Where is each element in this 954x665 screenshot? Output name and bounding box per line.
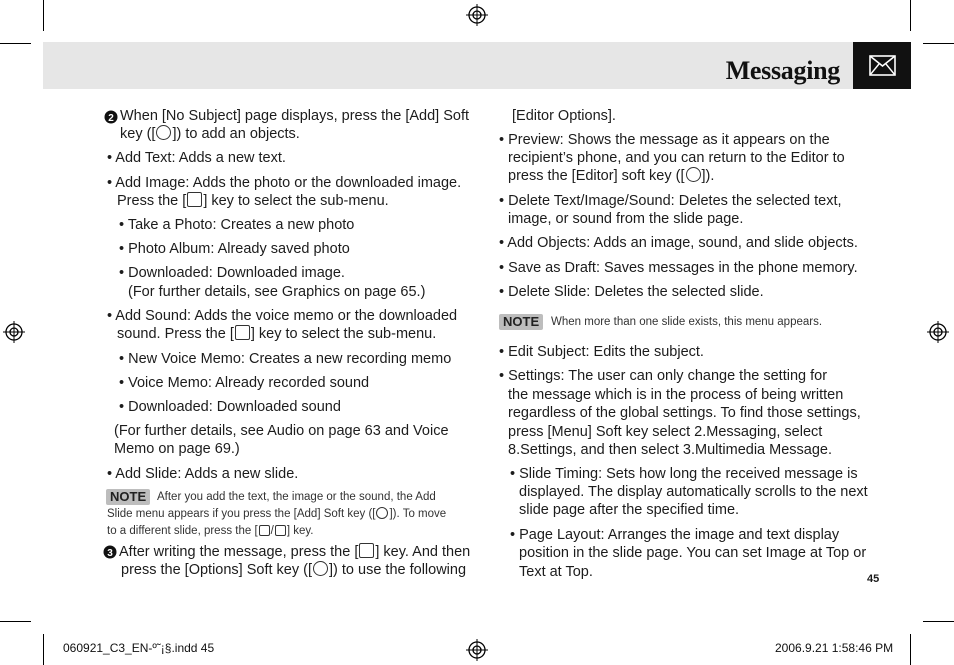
step-2-number-icon [104, 110, 118, 124]
footer-file-name: 060921_C3_EN-º˜¡§.indd 45 [63, 641, 215, 655]
note-label: NOTE [499, 314, 543, 330]
right-nav-key-icon [275, 525, 286, 536]
crop-mark [923, 621, 954, 622]
left-nav-key-icon [259, 525, 270, 536]
crop-mark [910, 634, 911, 665]
crop-mark [910, 0, 911, 31]
crop-mark [43, 634, 44, 665]
take-photo-item: • Take a Photo: Creates a new photo [119, 217, 355, 233]
crop-mark [43, 0, 44, 31]
slide-timing-item-cont: displayed. The display automatically scrolls to the next [519, 484, 868, 500]
step-2-text: When [No Subject] page displays, press the [Add] Soft [120, 108, 469, 124]
note-text-cont: Slide menu appears if you press the [Add] Soft key ([ ]). To move [107, 508, 447, 520]
settings-item-cont: regardless of the global settings. To find those settings, [508, 405, 861, 421]
crop-mark [0, 43, 31, 44]
step-3-number-icon [103, 545, 117, 559]
section-title: Messaging [725, 56, 840, 85]
page-layout-item-cont: position in the slide page. You can set Image at Top or [519, 545, 867, 561]
note-label: NOTE [106, 489, 150, 505]
step-3-text: After writing the message, press the [ ] key. And then [119, 544, 471, 560]
preview-item-cont: recipient’s phone, and you can return to the Editor to [508, 150, 845, 166]
registration-mark-icon [3, 321, 25, 343]
step-3-text-cont: press the [Options] Soft key ([ ]) to use the following [121, 562, 467, 578]
add-slide-item: • Add Slide: Adds a new slide. [107, 466, 299, 482]
svg-text:2: 2 [108, 113, 114, 124]
crop-mark [923, 43, 954, 44]
audio-reference: (For further details, see Audio on page 63 and Voice [114, 423, 449, 439]
crop-mark [0, 621, 31, 622]
note-text-cont: to a different slide, press the [ / ] key. [107, 525, 314, 537]
header-icon-box [853, 42, 911, 89]
add-objects-item: • Add Objects: Adds an image, sound, and slide objects. [499, 235, 858, 251]
settings-item-cont: the message which is in the process of being written [508, 387, 844, 403]
note-text: When more than one slide exists, this menu appears. [551, 316, 823, 328]
new-voice-memo-item: • New Voice Memo: Creates a new recording memo [119, 351, 452, 367]
settings-item: • Settings: The user can only change the setting for [499, 368, 828, 384]
ok-key-icon [359, 543, 374, 558]
left-soft-key-icon [686, 167, 701, 182]
delete-item-cont: image, or sound from the slide page. [508, 211, 744, 227]
add-image-item: • Add Image: Adds the photo or the downloaded image. [107, 175, 462, 191]
left-soft-key-icon [313, 561, 328, 576]
editor-options-text: [Editor Options]. [512, 108, 616, 124]
note-text: After you add the text, the image or the sound, the Add [157, 491, 436, 503]
page-number: 45 [867, 573, 880, 585]
graphics-reference: (For further details, see Graphics on page 65.) [128, 284, 426, 300]
voice-memo-item: • Voice Memo: Already recorded sound [119, 375, 370, 391]
add-sound-item: • Add Sound: Adds the voice memo or the downloaded [107, 308, 458, 324]
envelope-icon [869, 55, 896, 76]
page-layout-item-cont: Text at Top. [519, 564, 593, 580]
registration-mark-icon [927, 321, 949, 343]
photo-album-item: • Photo Album: Already saved photo [119, 241, 350, 257]
downloaded-sound-item: • Downloaded: Downloaded sound [119, 399, 341, 415]
add-sound-item-cont: sound. Press the [ ] key to select the sub-menu. [117, 326, 437, 342]
preview-item: • Preview: Shows the message as it appears on the [499, 132, 830, 148]
registration-mark-icon [466, 4, 488, 26]
step-2-text-cont: key ([ ]) to add an objects. [120, 126, 300, 142]
save-draft-item: • Save as Draft: Saves messages in the phone memory. [499, 260, 858, 276]
delete-item: • Delete Text/Image/Sound: Deletes the selected text, [499, 193, 842, 209]
page-layout-item: • Page Layout: Arranges the image and text display [510, 527, 840, 543]
right-soft-key-icon [156, 125, 171, 140]
edit-subject-item: • Edit Subject: Edits the subject. [499, 344, 704, 360]
slide-timing-item-cont: slide page after the specified time. [519, 502, 740, 518]
ok-key-icon [187, 192, 202, 207]
svg-text:3: 3 [107, 548, 113, 559]
ok-key-icon [235, 325, 250, 340]
slide-timing-item: • Slide Timing: Sets how long the received message is [510, 466, 858, 482]
preview-item-cont: press the [Editor] soft key ([ ]). [508, 168, 715, 184]
audio-reference-cont: Memo on page 69.) [114, 441, 240, 457]
settings-item-cont: 8.Settings, and then select 3.Multimedia Message. [508, 442, 833, 458]
delete-slide-item: • Delete Slide: Deletes the selected slide. [499, 284, 764, 300]
registration-mark-icon [466, 639, 488, 661]
right-soft-key-icon [376, 507, 388, 519]
add-image-item-cont: Press the [ ] key to select the sub-menu. [117, 193, 389, 209]
footer-timestamp: 2006.9.21 1:58:46 PM [775, 641, 894, 655]
settings-item-cont: press [Menu] Soft key select 2.Messaging, select [508, 424, 823, 440]
downloaded-image-item: • Downloaded: Downloaded image. [119, 265, 345, 281]
add-text-item: • Add Text: Adds a new text. [107, 150, 286, 166]
